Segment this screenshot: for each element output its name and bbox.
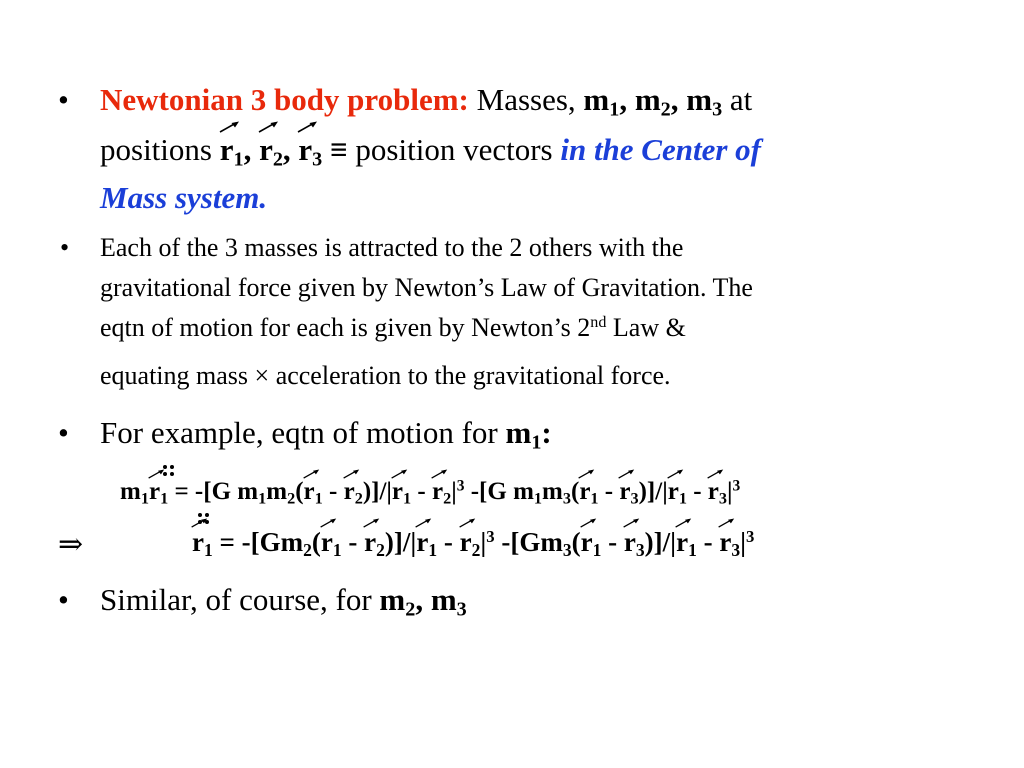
math-token: )]/|	[644, 527, 677, 557]
math-token: r	[416, 527, 429, 557]
math-token: ,	[670, 82, 679, 117]
subscript: 1	[160, 489, 169, 508]
vector-arrow-icon	[390, 468, 408, 480]
vector-arrow-icon	[717, 517, 735, 529]
math-token: (	[570, 478, 580, 505]
superscript: 3	[486, 526, 495, 546]
math-token: -	[696, 527, 720, 557]
math-token: r	[623, 527, 636, 557]
subscript: 1	[403, 489, 412, 508]
math-token: |	[451, 478, 457, 505]
bullet-4-glyph: •	[58, 582, 69, 617]
math-token	[344, 478, 355, 506]
math-token	[460, 527, 472, 558]
subscript: 1	[533, 489, 543, 508]
r-vector-3	[298, 132, 312, 168]
subscript: 3	[312, 148, 323, 171]
math-token: r	[219, 132, 234, 167]
math-token: (	[295, 478, 304, 505]
subscript: 3	[712, 98, 723, 121]
subscript: 1	[609, 98, 620, 121]
bullet-1-title: Newtonian 3 body problem:	[100, 82, 469, 117]
vector-arrow-icon	[666, 468, 684, 480]
math-token: ,	[619, 82, 628, 117]
math-token: r	[707, 478, 719, 505]
subscript: 1	[140, 489, 149, 508]
math-token: )]/|	[384, 527, 417, 557]
vector-arrow-icon	[319, 517, 337, 529]
vector-arrow-icon	[706, 468, 724, 480]
math-token: )]/|	[362, 478, 392, 505]
subscript: 2	[272, 148, 283, 171]
position-vectors-list	[219, 132, 323, 171]
subscript: 1	[688, 539, 697, 560]
math-token	[581, 527, 593, 558]
math-token: r	[579, 478, 591, 505]
masses-text: Masses,	[476, 82, 576, 117]
math-token: r	[719, 527, 732, 557]
math-token: r	[667, 478, 679, 505]
math-token	[392, 478, 403, 506]
bullet-1-line-2	[100, 132, 761, 171]
vector-arrow-icon	[362, 517, 380, 529]
r-vector-1	[220, 132, 234, 168]
bullet-1-line-1	[100, 82, 753, 121]
math-token	[416, 527, 428, 558]
math-token	[192, 527, 204, 558]
math-token	[321, 527, 333, 558]
vector-arrow-icon	[430, 468, 448, 480]
vector-arrow-icon	[302, 468, 320, 480]
math-token: r	[619, 478, 631, 505]
math-token: |	[727, 478, 733, 505]
math-token: Law &	[606, 313, 686, 342]
math-token: r	[259, 132, 273, 167]
math-token	[668, 478, 679, 506]
math-token: :	[541, 415, 552, 450]
math-token	[676, 527, 688, 558]
bullet-2-line-4: equating mass × acceleration to the gravitational force.	[100, 361, 671, 390]
bullet-2-line-2: gravitational force given by Newton’s Law of Gravitation. The	[100, 273, 753, 302]
math-token: r	[676, 527, 689, 557]
bullet-4-line	[100, 582, 467, 621]
math-token: -[G m	[470, 478, 534, 505]
m2-m3-label	[379, 582, 467, 621]
math-token: = -[Gm	[212, 527, 304, 557]
math-token: (	[571, 527, 581, 557]
implies-symbol: ⇒	[58, 528, 84, 561]
subscript: 1	[258, 489, 267, 508]
math-token: -	[411, 478, 432, 505]
math-token: r	[148, 478, 161, 505]
subscript: 3	[562, 489, 571, 508]
superscript: nd	[590, 314, 607, 332]
vector-arrow-icon	[674, 517, 692, 529]
math-token: |	[740, 527, 747, 557]
math-token: r	[431, 478, 444, 505]
bullet-2-glyph: •	[60, 233, 70, 262]
subscript: 1	[314, 489, 323, 508]
math-token	[708, 478, 719, 506]
math-token	[304, 478, 315, 506]
example-text: For example, eqtn of motion for	[100, 415, 498, 450]
subscript: 3	[718, 489, 728, 508]
subscript: 1	[678, 489, 687, 508]
masses-list	[583, 82, 723, 121]
subscript: 2	[354, 489, 363, 508]
superscript: 3	[732, 477, 741, 495]
math-token: ,	[243, 132, 252, 167]
vector-arrow-icon	[622, 517, 640, 529]
subscript: 1	[203, 539, 213, 560]
at-text: at	[729, 82, 753, 117]
math-token: m	[505, 415, 532, 450]
superscript: 3	[746, 526, 755, 546]
bullet-3-glyph: •	[58, 415, 69, 450]
subscript: 3	[731, 539, 741, 560]
vector-arrow-icon	[147, 468, 165, 480]
superscript: 3	[456, 477, 465, 495]
math-token: eqtn of motion for each is given by Newton’s 2	[100, 313, 591, 342]
subscript: 2	[660, 98, 671, 121]
subscript: 2	[443, 489, 452, 508]
math-token: m	[120, 478, 141, 505]
math-token: m	[266, 478, 288, 505]
math-token: -	[598, 478, 620, 505]
subscript: 1	[233, 148, 244, 171]
math-token: -	[686, 478, 708, 505]
subscript: 1	[531, 431, 542, 454]
subscript: 2	[405, 598, 416, 621]
math-token: r	[391, 478, 404, 505]
math-token: -	[437, 527, 460, 557]
math-token: r	[192, 527, 204, 557]
math-token: m	[583, 82, 610, 117]
vector-arrow-icon	[218, 120, 240, 134]
math-token: |	[480, 527, 487, 557]
cm-text-2: Mass system	[100, 180, 260, 215]
subscript: 3	[635, 539, 645, 560]
subscript: 1	[590, 489, 599, 508]
bullet-2-line-1: Each of the 3 masses is attracted to the 2 others with the	[100, 233, 684, 262]
vector-arrow-icon	[342, 468, 360, 480]
math-token: -	[601, 527, 624, 557]
vector-arrow-icon	[579, 517, 597, 529]
vector-arrow-icon	[414, 517, 432, 529]
math-token: m	[430, 582, 457, 617]
vector-arrow-icon	[257, 120, 279, 134]
math-token: r	[580, 527, 593, 557]
equation-2	[192, 527, 754, 558]
bullet-3-line	[100, 415, 552, 454]
math-token: r	[303, 478, 315, 505]
vector-arrow-icon	[458, 517, 476, 529]
math-token: -	[341, 527, 365, 557]
subscript: 1	[592, 539, 602, 560]
math-token	[149, 478, 160, 506]
vector-arrow-icon	[190, 517, 208, 529]
subscript: 1	[332, 539, 342, 560]
r-vector-2	[259, 132, 273, 168]
equiv-symbol: ≡	[330, 132, 348, 167]
subscript: 2	[287, 489, 296, 508]
cm-period: .	[259, 180, 268, 215]
math-token: m	[542, 478, 563, 505]
math-token	[364, 527, 376, 558]
math-token	[579, 478, 590, 506]
bullet-1-glyph: •	[58, 82, 69, 117]
positions-text: positions	[100, 132, 212, 167]
subscript: 3	[456, 598, 467, 621]
vector-arrow-icon	[577, 468, 595, 480]
subscript: 3	[630, 489, 639, 508]
subscript: 2	[471, 539, 481, 560]
subscript: 2	[376, 539, 385, 560]
subscript: 2	[303, 539, 312, 560]
math-token	[432, 478, 443, 506]
math-token: r	[320, 527, 333, 557]
math-token: ,	[282, 132, 291, 167]
math-token: r	[459, 527, 472, 557]
math-token	[719, 527, 731, 558]
math-token: r	[298, 132, 313, 167]
math-token: (	[311, 527, 321, 557]
math-token: m	[634, 82, 661, 117]
subscript: 1	[428, 539, 438, 560]
math-token: r	[343, 478, 355, 505]
equation-1	[120, 478, 740, 506]
m1-label	[505, 415, 552, 454]
bullet-1-line-3	[100, 180, 267, 216]
math-token: )]/|	[638, 478, 668, 505]
vector-arrow-icon	[296, 120, 318, 134]
math-token	[624, 527, 636, 558]
bullet-2-line-3	[100, 313, 686, 343]
math-token: -[Gm	[494, 527, 563, 557]
similar-text: Similar, of course, for	[100, 582, 372, 617]
math-token: -	[322, 478, 344, 505]
math-token	[619, 478, 630, 506]
subscript: 3	[562, 539, 572, 560]
vector-arrow-icon	[617, 468, 635, 480]
math-token: m	[686, 82, 713, 117]
math-token: m	[379, 582, 406, 617]
math-token: ,	[415, 582, 424, 617]
cm-text-1: in the Center of	[560, 132, 761, 167]
math-token: r	[364, 527, 377, 557]
position-vectors-text: position vectors	[355, 132, 553, 167]
math-token: = -[G m	[174, 478, 259, 505]
